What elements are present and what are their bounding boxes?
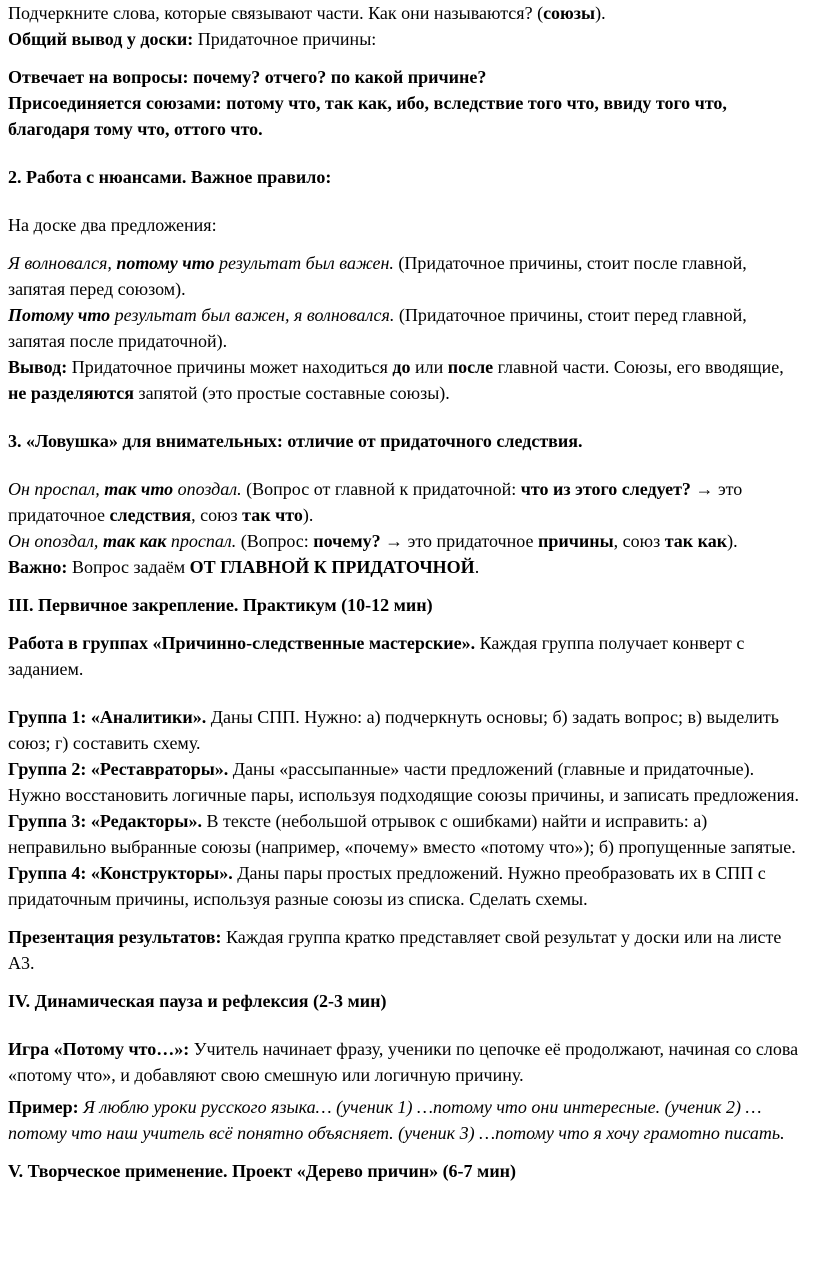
paragraph-questions: Отвечает на вопросы: почему? отчего? по какой причине?	[8, 67, 487, 87]
group-4-task: Группа 4: «Конструкторы». Даны пары простых предложений. Нужно преобразовать их в СПП с придаточным причины, используя разные союзы из списка. Сделать схемы.	[8, 863, 766, 909]
paragraph-conjunctions: Присоединяется союзами: потому что, так как, ибо, вследствие того что, ввиду того что, благодаря тому что, оттого что.	[8, 93, 727, 139]
paragraph-conclusion: Вывод: Придаточное причины может находиться до или после главной части. Союзы, его вводящие, не разделяются запятой (это простые составные союзы).	[8, 357, 784, 403]
paragraph-board-sentences: На доске два предложения:	[8, 215, 217, 235]
paragraph-instruction: Подчеркните слова, которые связывают части. Как они называются? (союзы).	[8, 3, 606, 23]
paragraph-example-cause: Он опоздал, так как проспал. (Вопрос: почему? → это придаточное причины, союз так как).	[8, 531, 738, 551]
paragraph-general-conclusion: Общий вывод у доски: Придаточное причины:	[8, 29, 377, 49]
paragraph-example-game: Пример: Я люблю уроки русского языка… (ученик 1) …потому что они интересные. (ученик 2) …потому что наш учитель всё понятно объясняет. (ученик 3) …потому что я хочу грамотно писать.	[8, 1097, 785, 1143]
paragraph-presentation: Презентация результатов: Каждая группа кратко представляет свой результат у доски или на листе А3.	[8, 927, 782, 973]
section-heading-trap: 3. «Ловушка» для внимательных: отличие от придаточного следствия.	[8, 431, 583, 451]
paragraph-example-after: Я волновался, потому что результат был важен. (Придаточное причины, стоит после главной, запятая перед союзом).	[8, 253, 747, 299]
paragraph-group-work: Работа в группах «Причинно-следственные мастерские». Каждая группа получает конверт с заданием.	[8, 633, 745, 679]
paragraph-example-consequence: Он проспал, так что опоздал. (Вопрос от главной к придаточной: что из этого следует? → это придаточное следствия, союз так что).	[8, 479, 743, 525]
group-3-task: Группа 3: «Редакторы». В тексте (небольшой отрывок с ошибками) найти и исправить: а) неправильно выбранные союзы (например, «почему» вместо «потому что»); б) пропущенные запятые.	[8, 811, 796, 857]
section-heading-project: V. Творческое применение. Проект «Дерево причин» (6-7 мин)	[8, 1161, 517, 1181]
group-1-task: Группа 1: «Аналитики». Даны СПП. Нужно: а) подчеркнуть основы; б) задать вопрос; в) выделить союз; г) составить схему.	[8, 707, 779, 753]
section-heading-pause: IV. Динамическая пауза и рефлексия (2-3 мин)	[8, 991, 387, 1011]
section-heading-nuances: 2. Работа с нюансами. Важное правило:	[8, 167, 332, 187]
paragraph-example-before: Потому что результат был важен, я волновался. (Придаточное причины, стоит перед главной, запятая после придаточной).	[8, 305, 747, 351]
paragraph-important: Важно: Вопрос задаём ОТ ГЛАВНОЙ К ПРИДАТОЧНОЙ.	[8, 557, 480, 577]
group-2-task: Группа 2: «Реставраторы». Даны «рассыпанные» части предложений (главные и придаточные). Нужно восстановить логичные пары, используя подходящие союзы причины, и записать предложения.	[8, 759, 799, 805]
section-heading-practice: III. Первичное закрепление. Практикум (10-12 мин)	[8, 595, 433, 615]
paragraph-game: Игра «Потому что…»: Учитель начинает фразу, ученики по цепочке её продолжают, начиная со слова «потому что», и добавляют свою смешную или логичную причину.	[8, 1039, 799, 1085]
